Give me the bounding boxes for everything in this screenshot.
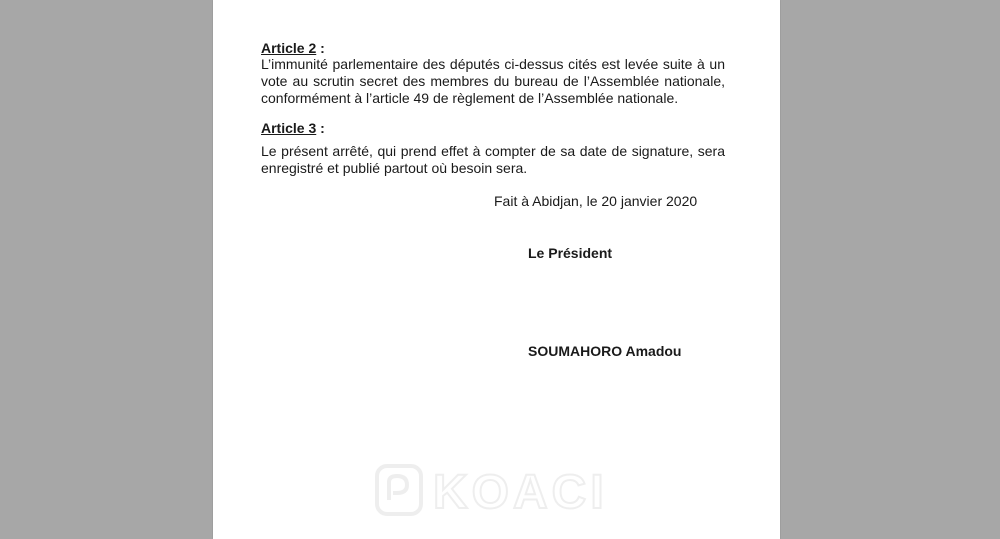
koaci-logo-icon	[377, 466, 421, 514]
koaci-watermark	[373, 460, 643, 520]
signatory-name: SOUMAHORO Amadou	[528, 343, 682, 359]
article-2-text	[261, 56, 725, 107]
article-2-line: conformément à l’article 49 de règlement de l’Assemblée nationale.	[261, 90, 679, 106]
document-page	[213, 0, 780, 539]
article-3-heading	[261, 120, 325, 137]
article-2-line: L’immunité parlementaire des députés ci-dessus cités est levée suite à un	[261, 56, 725, 72]
article-2-line: vote au scrutin secret des membres du bureau de l’Assemblée nationale,	[261, 73, 725, 89]
article-2-heading	[261, 40, 325, 57]
article-2-title: Article 2	[261, 40, 317, 56]
watermark-text: KOACI	[433, 466, 608, 519]
president-title: Le Président	[528, 245, 613, 261]
article-3-title: Article 3	[261, 120, 317, 136]
article-3-text	[261, 143, 725, 177]
article-3-colon: :	[316, 120, 325, 136]
article-3-line: enregistré et publié partout où besoin sera.	[261, 160, 528, 176]
article-3-line: Le présent arrêté, qui prend effet à compter de sa date de signature, sera	[261, 143, 725, 159]
article-2-colon: :	[316, 40, 325, 56]
place-and-date: Fait à Abidjan, le 20 janvier 2020	[494, 193, 698, 209]
